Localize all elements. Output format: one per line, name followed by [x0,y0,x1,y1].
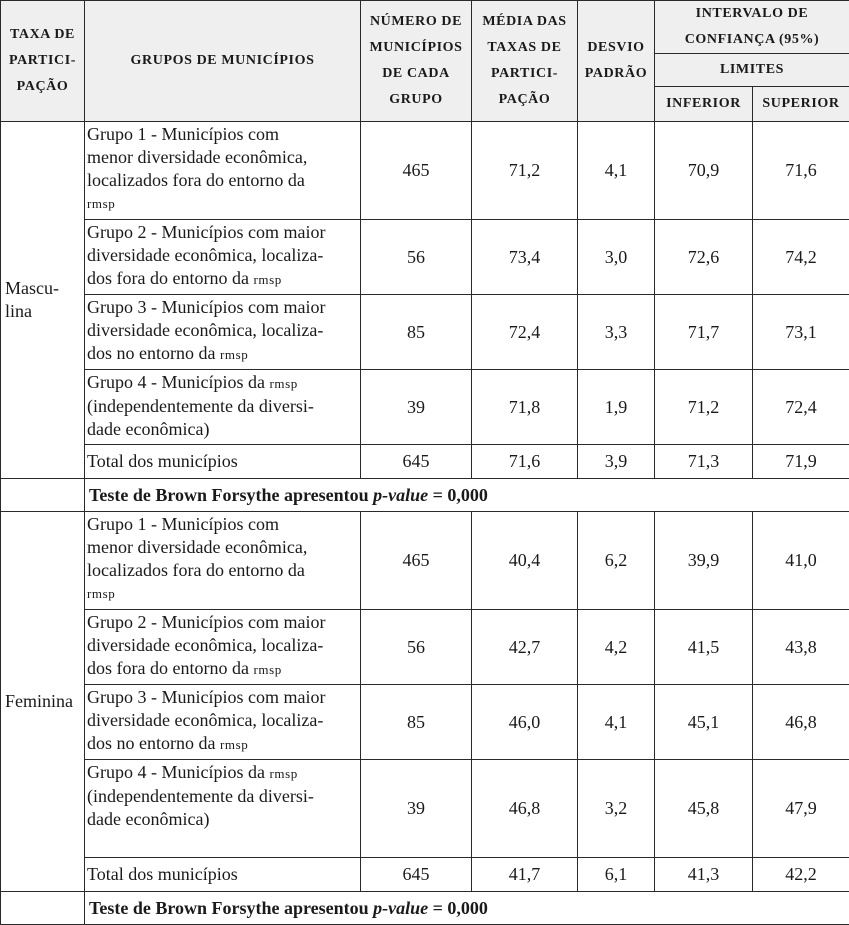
cell-superior: 71,6 [753,122,849,220]
cell-superior: 74,2 [753,220,849,295]
table-row [1,512,849,610]
total-label: Total dos municípios [85,445,361,479]
test-note: Teste de Brown Forsythe apresentou p-value = 0,000 [85,892,849,925]
cell-n: 39 [361,370,472,445]
test-note: Teste de Brown Forsythe apresentou p-value = 0,000 [85,479,849,512]
header-media: MÉDIA DAS TAXAS DE PARTICI- PAÇÃO [472,1,578,122]
header-limites: LIMITES [655,54,849,87]
cell-superior: 72,4 [753,370,849,445]
cell-desvio: 4,1 [578,685,655,760]
cell-inferior: 70,9 [655,122,753,220]
cell-media: 71,8 [472,370,578,445]
cell-n: 85 [361,685,472,760]
total-row [1,858,849,892]
header-desvio: DESVIO PADRÃO [578,1,655,122]
cell-n: 85 [361,295,472,370]
cell-superior: 43,8 [753,610,849,685]
test-spacer [1,892,85,925]
cell-desvio: 3,2 [578,760,655,858]
header-intervalo: INTERVALO DE CONFIANÇA (95%) [655,1,849,54]
header-taxa: TAXA DE PARTICI- PAÇÃO [1,1,85,122]
group-description: Grupo 1 - Municípios com menor diversidade econômica, localizados fora do entorno da rmsp [85,512,361,610]
cell-desvio: 4,1 [578,122,655,220]
cell-desvio: 4,2 [578,610,655,685]
table-row [1,370,849,445]
cell-desvio: 6,1 [578,858,655,892]
table-row [1,122,849,220]
cell-superior: 46,8 [753,685,849,760]
header-grupos: GRUPOS DE MUNICÍPIOS [85,1,361,122]
group-description: Grupo 4 - Municípios da rmsp (independentemente da diversi- dade econômica) [85,760,361,858]
cell-inferior: 41,5 [655,610,753,685]
cell-desvio: 3,0 [578,220,655,295]
cell-n: 56 [361,610,472,685]
cell-media: 42,7 [472,610,578,685]
header-superior: SUPERIOR [753,87,849,122]
cell-inferior: 45,1 [655,685,753,760]
cell-inferior: 71,3 [655,445,753,479]
group-description: Grupo 2 - Municípios com maior diversidade econômica, localiza- dos fora do entorno da rmsp [85,610,361,685]
cell-n: 465 [361,512,472,610]
table-row [1,220,849,295]
cell-n: 465 [361,122,472,220]
cell-desvio: 3,9 [578,445,655,479]
table-row [1,610,849,685]
test-spacer [1,479,85,512]
table-row [1,760,849,858]
cell-media: 73,4 [472,220,578,295]
cell-inferior: 71,2 [655,370,753,445]
group-description: Grupo 4 - Municípios da rmsp (independentemente da diversi- dade econômica) [85,370,361,445]
cell-n: 56 [361,220,472,295]
cell-superior: 71,9 [753,445,849,479]
group-description: Grupo 3 - Municípios com maior diversidade econômica, localiza- dos no entorno da rmsp [85,685,361,760]
cell-media: 40,4 [472,512,578,610]
cell-n: 645 [361,858,472,892]
group-description: Grupo 1 - Municípios com menor diversidade econômica, localizados fora do entorno da rmsp [85,122,361,220]
table-body [1,122,849,925]
cell-n: 39 [361,760,472,858]
test-row [1,892,849,925]
cell-inferior: 72,6 [655,220,753,295]
total-label: Total dos municípios [85,858,361,892]
header-inferior: INFERIOR [655,87,753,122]
cell-media: 46,0 [472,685,578,760]
cell-media: 46,8 [472,760,578,858]
table-header [1,1,849,122]
section-label-feminina: Feminina [1,512,85,892]
cell-desvio: 3,3 [578,295,655,370]
cell-superior: 73,1 [753,295,849,370]
group-description: Grupo 2 - Municípios com maior diversidade econômica, localiza- dos fora do entorno da rmsp [85,220,361,295]
header-numero: NÚMERO DE MUNICÍPIOS DE CADA GRUPO [361,1,472,122]
cell-n: 645 [361,445,472,479]
cell-inferior: 45,8 [655,760,753,858]
cell-media: 41,7 [472,858,578,892]
cell-media: 71,2 [472,122,578,220]
cell-superior: 41,0 [753,512,849,610]
cell-desvio: 1,9 [578,370,655,445]
test-row [1,479,849,512]
cell-desvio: 6,2 [578,512,655,610]
group-description: Grupo 3 - Municípios com maior diversidade econômica, localiza- dos no entorno da rmsp [85,295,361,370]
total-row [1,445,849,479]
section-label-masculina: Mascu- lina [1,122,85,479]
cell-inferior: 71,7 [655,295,753,370]
cell-media: 71,6 [472,445,578,479]
table-row [1,295,849,370]
table-row [1,685,849,760]
cell-superior: 42,2 [753,858,849,892]
cell-inferior: 41,3 [655,858,753,892]
cell-inferior: 39,9 [655,512,753,610]
cell-superior: 47,9 [753,760,849,858]
cell-media: 72,4 [472,295,578,370]
